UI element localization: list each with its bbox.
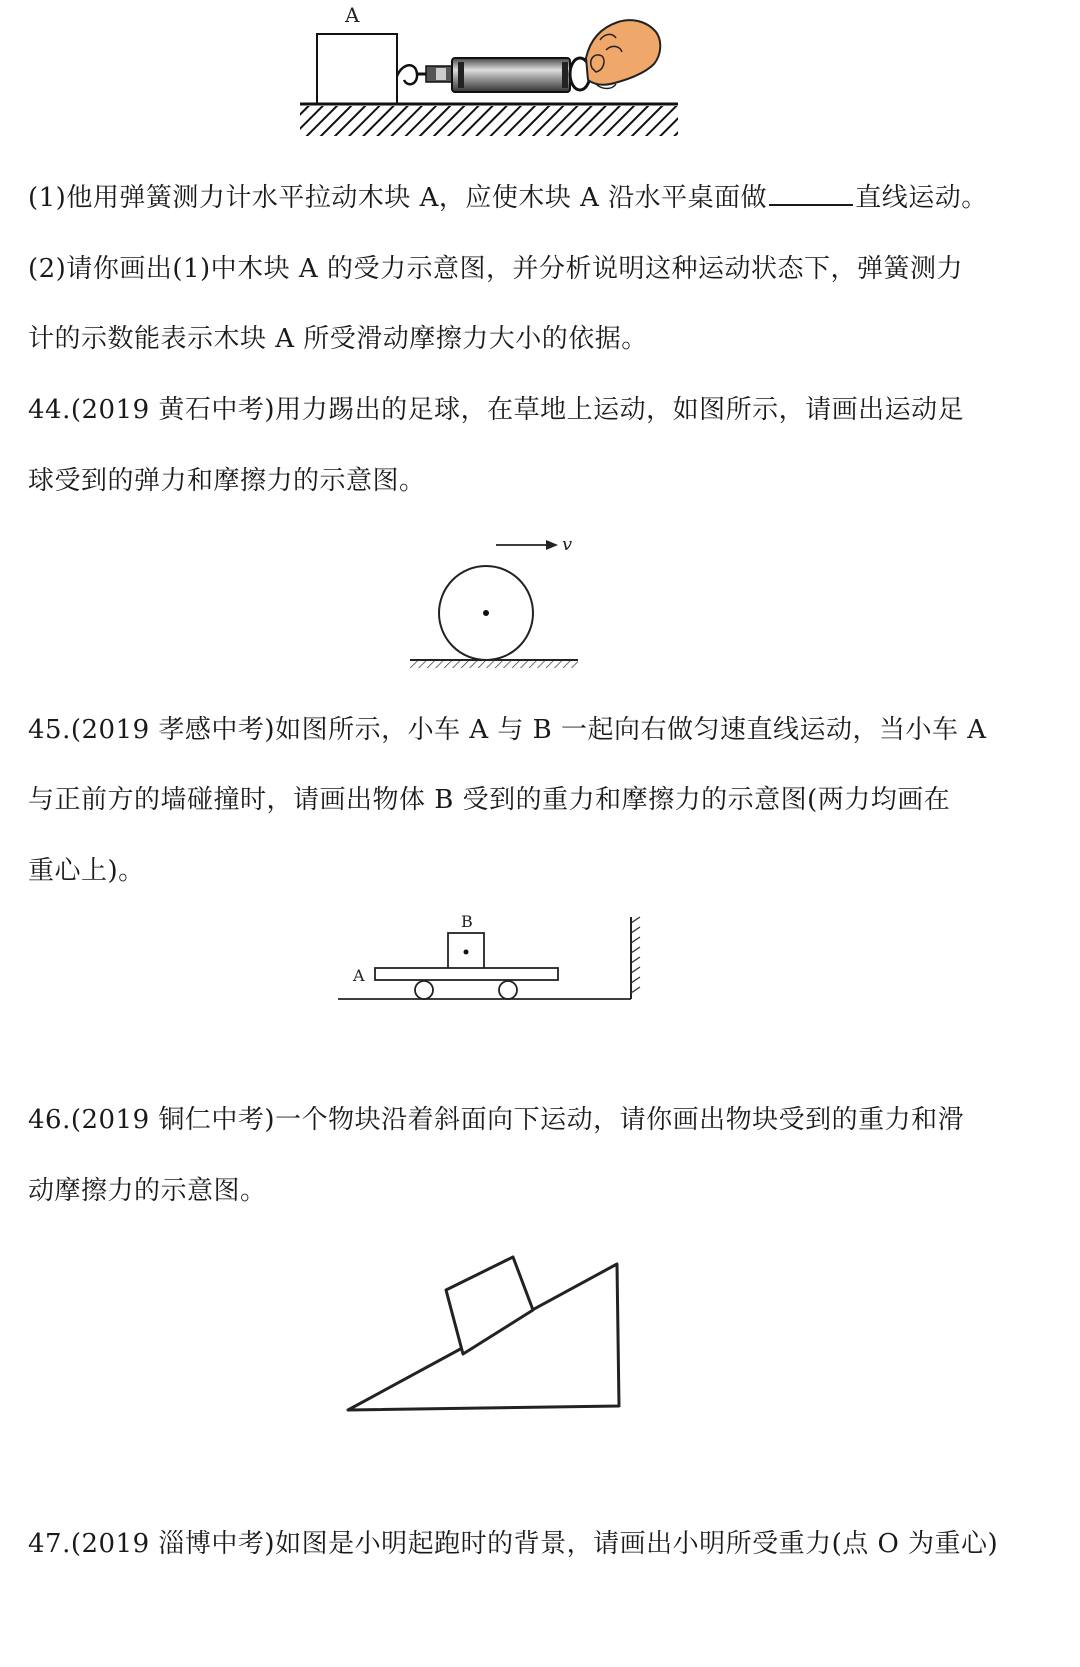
q46-line2: 动摩擦力的示意图。 [28, 1176, 267, 1206]
cart-a-label: A [353, 966, 365, 985]
q47-line1: 47.(2019 淄博中考)如图是小明起跑时的背景，请画出小明所受重力(点 O 为重心) [28, 1529, 999, 1559]
q43-part2-line2: 计的示数能表示木块 A 所受滑动摩擦力大小的依据。 [28, 324, 648, 354]
hand-icon [586, 20, 660, 88]
velocity-arrow-icon [546, 540, 558, 550]
wheel [499, 981, 517, 999]
grass-hatch [410, 661, 578, 668]
spring-scale-figure [300, 0, 690, 145]
q45-line3: 重心上)。 [28, 856, 145, 886]
q45-line1: 45.(2019 孝感中考)如图所示，小车 A 与 B 一起向右做匀速直线运动，当小车 A [28, 715, 987, 745]
q43-part1: (1)他用弹簧测力计水平拉动木块 A，应使木块 A 沿水平桌面做 直线运动。 [28, 180, 1058, 215]
q45-line2: 与正前方的墙碰撞时，请画出物体 B 受到的重力和摩擦力的示意图(两力均画在 [28, 785, 951, 815]
incline-figure [340, 1250, 640, 1420]
block-b-label: B [461, 912, 473, 931]
answer-blank[interactable] [769, 180, 853, 206]
q46-line1: 46.(2019 铜仁中考)一个物块沿着斜面向下运动，请你画出物块受到的重力和滑 [28, 1105, 965, 1135]
football-figure [400, 525, 600, 675]
q43-part2-line1: (2)请你画出(1)中木块 A 的受力示意图，并分析说明这种运动状态下，弹簧测力 [28, 254, 963, 284]
ground-hatch [300, 106, 678, 136]
spring-scale-body [452, 58, 570, 92]
q44-line1: 44.(2019 黄石中考)用力踢出的足球，在草地上运动，如图所示，请画出运动足 [28, 395, 965, 425]
q44-line2: 球受到的弹力和摩擦力的示意图。 [28, 466, 426, 496]
cart-wall-figure [335, 905, 655, 1005]
wheel [415, 981, 433, 999]
wall-hatch [631, 917, 640, 993]
cart-a [375, 968, 558, 980]
velocity-label: v [562, 534, 573, 555]
block-a-label: A [345, 3, 360, 27]
block-a [317, 34, 397, 104]
